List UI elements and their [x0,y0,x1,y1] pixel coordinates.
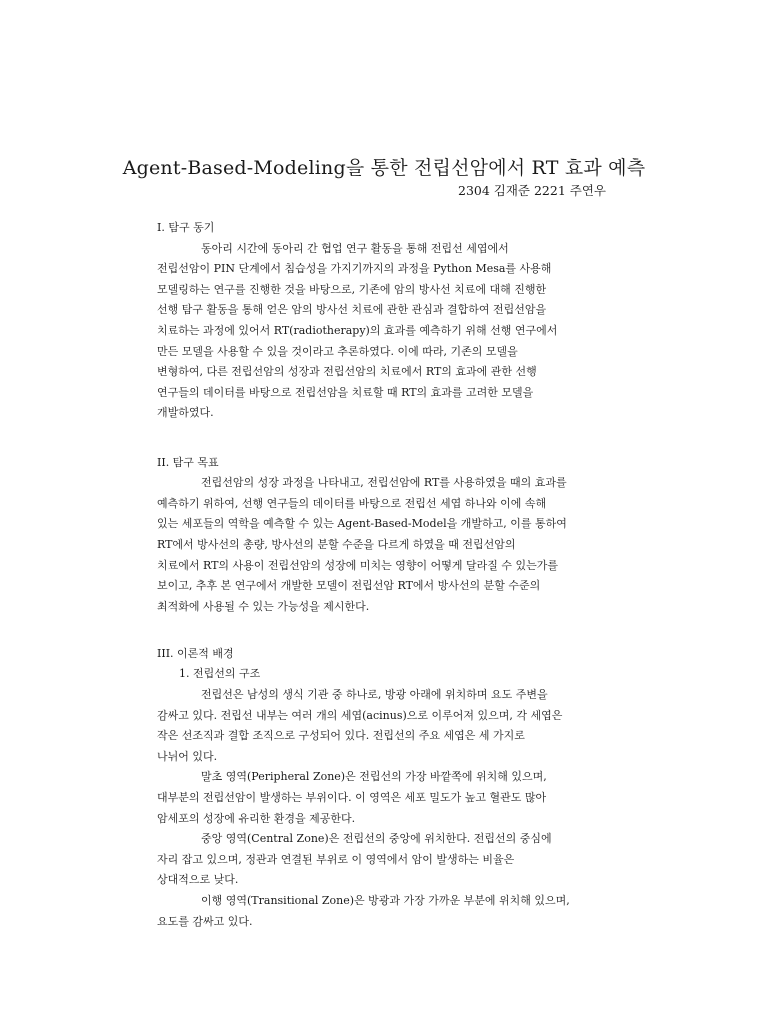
document-authors: 2304 김재준 2221 주연우 [458,183,606,198]
text-line: 작은 선조직과 결합 조직으로 구성되어 있다. 전립선의 주요 세엽은 세 가지로 [157,729,525,743]
section-heading-background: III. 이론적 배경 [157,646,234,660]
text-line: 치료에서 RT의 사용이 전립선암의 성장에 미치는 영향이 어떻게 달라질 수 있는가를 [157,558,559,572]
text-line: 연구들의 데이터를 바탕으로 전립선암을 치료할 때 RT의 효과를 고려한 모델을 [157,385,534,399]
paragraph [157,239,605,424]
text-line: 중앙 영역(Central Zone)은 전립선의 중앙에 위치한다. 전립선의 중심에 [201,832,552,846]
paragraph [157,891,605,932]
text-line: 전립선암의 성장 과정을 나타내고, 전립선암에 RT를 사용하였을 때의 효과를 [201,476,567,490]
text-line: 요도를 감싸고 있다. [157,914,253,928]
text-line: 치료하는 과정에 있어서 RT(radiotherapy)의 효과를 예측하기 위해 선행 연구에서 [157,323,558,337]
paragraph [157,473,605,617]
text-line: 전립선암이 PIN 단계에서 침습성을 가지기까지의 과정을 Python Mesa를 사용해 [157,262,552,276]
text-line: 변형하여, 다른 전립선암의 성장과 전립선암의 치료에서 RT의 효과에 관한 선행 [157,365,537,379]
paragraph [157,685,605,767]
text-line: 상대적으로 낮다. [157,873,239,887]
text-line: 동아리 시간에 동아리 간 협업 연구 활동을 통해 전립선 세엽에서 [201,241,509,255]
paragraph [157,767,605,829]
text-line: 예측하기 위하여, 선행 연구들의 데이터를 바탕으로 전립선 세엽 하나와 이에 속해 [157,496,547,510]
section-spacer [157,445,605,453]
text-line: 말초 영역(Peripheral Zone)은 전립선의 가장 바깥쪽에 위치해 있으며, [201,770,547,784]
document-title: Agent-Based-Modeling을 통한 전립선암에서 RT 효과 예측 [122,157,646,179]
text-line: 모델링하는 연구를 진행한 것을 바탕으로, 기존에 암의 방사선 치료에 대해 진행한 [157,282,547,296]
text-line: 최적화에 사용될 수 있는 가능성을 제시한다. [157,599,370,613]
paragraph [157,829,605,891]
text-line: 있는 세포들의 역학을 예측할 수 있는 Agent-Based-Model을 개발하고, 이를 통하여 [157,517,567,531]
text-line: 선행 탐구 활동을 통해 얻은 암의 방사선 치료에 관한 관심과 결합하여 전립선암을 [157,303,547,317]
text-line: 이행 영역(Transitional Zone)은 방광과 가장 가까운 부분에 위치해 있으며, [201,894,570,907]
text-line: 보이고, 추후 본 연구에서 개발한 모델이 전립선암 RT에서 방사선의 분할 수준의 [157,579,541,593]
text-line: 자리 잡고 있으며, 정관과 연결된 부위로 이 영역에서 암이 발생하는 비율은 [157,852,515,866]
section-heading-motivation: I. 탐구 동기 [157,221,215,234]
document-body [157,218,605,932]
section-spacer [157,424,605,445]
text-line: 나뉘어 있다. [157,749,218,763]
subsection-heading-prostate-structure: 1. 전립선의 구조 [179,667,261,681]
text-line: 감싸고 있다. 전립선 내부는 여러 개의 세엽(acinus)으로 이루어져 있으며, 각 세엽은 [157,708,563,722]
text-line: 개발하였다. [157,406,214,420]
text-line: 만든 모델을 사용할 수 있을 것이라고 추론하였다. 이에 따라, 기존의 모델을 [157,344,518,358]
text-line: 대부분의 전립선암이 발생하는 부위이다. 이 영역은 세포 밀도가 높고 혈관도 많아 [157,791,547,805]
text-line: RT에서 방사선의 총량, 방사선의 분할 수준을 다르게 하였을 때 전립선암의 [157,537,516,551]
section-spacer [157,617,605,638]
section-heading-goals: II. 탐구 목표 [157,455,219,469]
text-line: 암세포의 성장에 유리한 환경을 제공한다. [157,811,356,825]
text-line: 전립선은 남성의 생식 기관 중 하나로, 방광 아래에 위치하며 요도 주변을 [201,688,548,702]
